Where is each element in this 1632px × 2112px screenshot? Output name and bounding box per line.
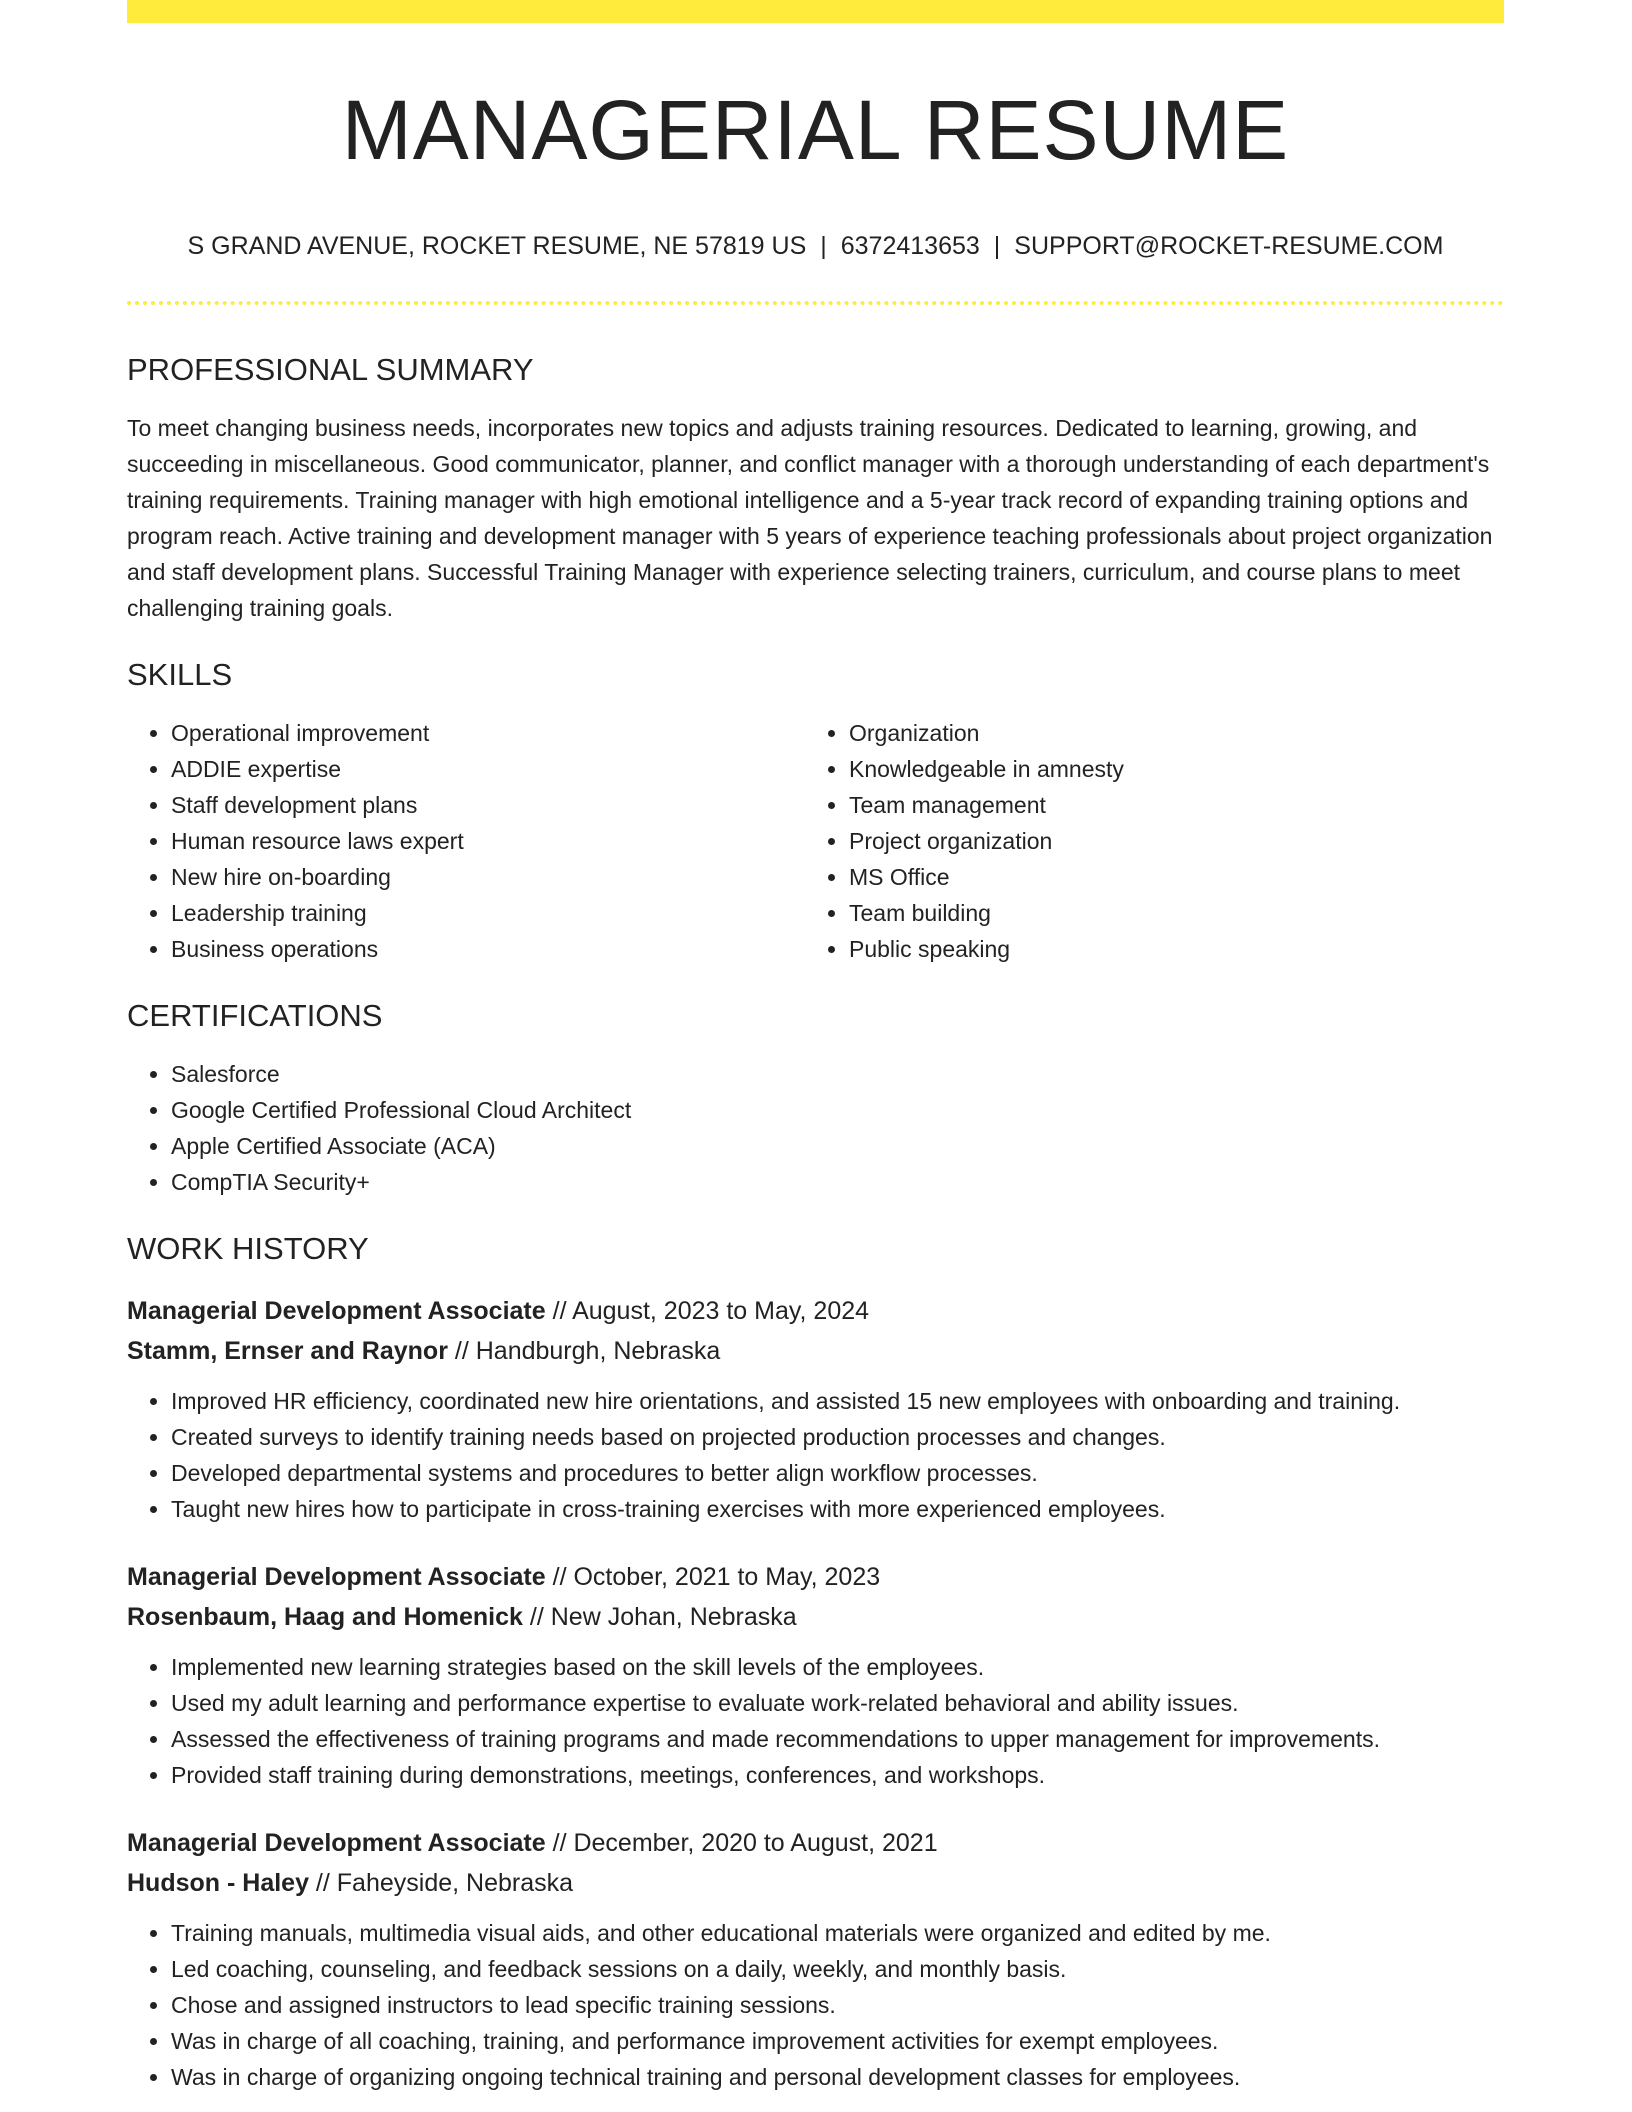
resume-title: MANAGERIAL RESUME [341,83,1290,177]
summary-heading: PROFESSIONAL SUMMARY [127,351,534,387]
skill-item: • Knowledgeable in amnesty [849,751,1124,787]
job-bullets [127,1383,1504,1527]
job-separator: // [545,1297,573,1326]
job-dates: October, 2021 to May, 2023 [573,1563,881,1592]
skills-section [127,656,1504,967]
certification-item: • Apple Certified Associate (ACA) [171,1128,1504,1164]
certifications-section [127,997,1504,1200]
job-separator: // [545,1829,574,1858]
job-separator: // [308,1869,337,1898]
job-title-line [127,1291,1504,1331]
dotted-divider [127,301,1504,305]
job-entry [127,1291,1504,1527]
job-separator: // [545,1563,574,1592]
skills-list-left [127,715,805,967]
job-title: Managerial Development Associate [127,1563,546,1592]
skill-item: • New hire on-boarding [171,859,805,895]
address: S GRAND AVENUE, ROCKET RESUME, NE 57819 US [187,231,807,260]
skill-item: • Project organization [849,823,1124,859]
job-company-line [127,1331,1504,1371]
phone: 6372413653 [840,231,980,260]
skill-item: • MS Office [849,859,1124,895]
job-bullet: • Used my adult learning and performance expertise to evaluate work-related behavioral and ability issues. [171,1685,1504,1721]
job-title-line [127,1557,1504,1597]
job-bullet: • Assessed the effectiveness of training programs and made recommendations to upper management for improvements. [171,1721,1504,1757]
job-bullet: • Provided staff training during demonstrations, meetings, conferences, and workshops. [171,1757,1504,1793]
job-bullet: • Training manuals, multimedia visual aids, and other educational materials were organized and edited by me. [171,1915,1504,1951]
job-bullet: • Implemented new learning strategies based on the skill levels of the employees. [171,1649,1504,1685]
summary-section [127,351,1504,626]
skill-item: • ADDIE expertise [171,751,805,787]
job-dates: August, 2023 to May, 2024 [572,1297,870,1326]
job-bullet: • Was in charge of organizing ongoing technical training and personal development classes for employees. [171,2059,1504,2095]
job-title: Managerial Development Associate [127,1297,546,1326]
work-history-section [127,1230,1504,2095]
skills-columns [127,715,1504,967]
skills-list-right [805,715,1124,967]
job-location: New Johan, Nebraska [550,1603,797,1632]
job-bullet: • Led coaching, counseling, and feedback sessions on a daily, weekly, and monthly basis. [171,1951,1504,1987]
contact-line [127,231,1504,261]
job-company: Hudson - Haley [127,1869,309,1898]
job-bullets [127,1649,1504,1793]
skill-item: • Staff development plans [171,787,805,823]
certification-item: • CompTIA Security+ [171,1164,1504,1200]
certification-item: • Google Certified Professional Cloud Architect [171,1092,1504,1128]
contact-separator: | [820,231,827,260]
skill-item: • Operational improvement [171,715,805,751]
certification-item: • Salesforce [171,1056,1504,1092]
contact-separator: | [993,231,1001,260]
email: SUPPORT@ROCKET-RESUME.COM [1014,231,1444,260]
job-entry [127,1557,1504,1793]
job-location: Handburgh, Nebraska [475,1337,721,1366]
skill-item: • Team building [849,895,1124,931]
skill-item: • Public speaking [849,931,1124,967]
job-location: Faheyside, Nebraska [336,1869,574,1898]
job-bullet: • Developed departmental systems and procedures to better align workflow processes. [171,1455,1504,1491]
job-company: Stamm, Ernser and Raynor [127,1337,448,1366]
certifications-list [127,1056,1504,1200]
summary-text: To meet changing business needs, incorporates new topics and adjusts training resources. Dedicated to learning, growing, and succeeding in miscellaneous. Good communicator, planner, and conflict manager with a thorough understanding of each department's training requirements. Training manager with high emotional intelligence and a 5-year track record of expanding training options and program reach. Active training and development manager with 5 years of experience teaching professionals about project organization and staff development plans. Successful Training Manager with experience selecting trainers, curriculum, and course plans to meet challenging training goals. [127,414,1493,621]
work-history-heading: WORK HISTORY [127,1231,369,1267]
job-separator: // [522,1603,551,1632]
job-title-line [127,1823,1504,1863]
job-bullets [127,1915,1504,2095]
resume-page [127,0,1504,2095]
certifications-heading: CERTIFICATIONS [127,997,383,1033]
job-bullet: • Created surveys to identify training needs based on projected production processes and changes. [171,1419,1504,1455]
job-bullet: • Was in charge of all coaching, training, and performance improvement activities for exempt employees. [171,2023,1504,2059]
job-separator: // [447,1337,476,1366]
skill-item: • Team management [849,787,1124,823]
skill-item: • Organization [849,715,1124,751]
job-entry [127,1823,1504,2095]
job-bullet: • Taught new hires how to participate in cross-training exercises with more experienced employees. [171,1491,1504,1527]
skill-item: • Business operations [171,931,805,967]
job-bullet: • Improved HR efficiency, coordinated new hire orientations, and assisted 15 new employees with onboarding and training. [171,1383,1504,1419]
job-company-line [127,1597,1504,1637]
job-bullet: • Chose and assigned instructors to lead specific training sessions. [171,1987,1504,2023]
job-dates: December, 2020 to August, 2021 [573,1829,938,1858]
top-accent-bar [127,0,1504,23]
skills-heading: SKILLS [127,656,233,692]
job-company-line [127,1863,1504,1903]
skill-item: • Leadership training [171,895,805,931]
job-company: Rosenbaum, Haag and Homenick [127,1603,523,1632]
skill-item: • Human resource laws expert [171,823,805,859]
job-title: Managerial Development Associate [127,1829,546,1858]
